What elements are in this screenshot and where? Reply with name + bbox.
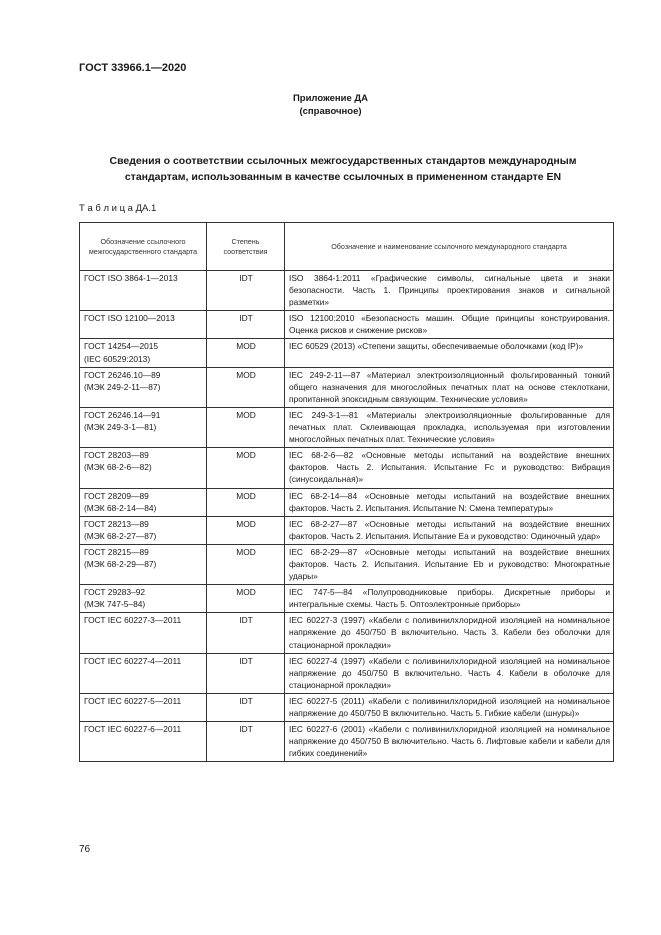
- degree-cell: IDT: [207, 271, 285, 311]
- standards-correspondence-table: [79, 222, 614, 762]
- interstate-standard-cell: ГОСТ IEC 60227-5—2011: [80, 693, 207, 721]
- degree-cell: MOD: [207, 516, 285, 544]
- table-row: [80, 722, 614, 762]
- table-row: [80, 693, 614, 721]
- header-interstate-standard: Обозначение ссылочного межгосударственного стандарта: [80, 223, 207, 271]
- interstate-standard-cell: ГОСТ IEC 60227-6—2011: [80, 722, 207, 762]
- interstate-standard-cell: ГОСТ 28213—89 (МЭК 68-2-27—87): [80, 516, 207, 544]
- degree-cell: MOD: [207, 544, 285, 584]
- international-standard-cell: IEC 60529 (2013) «Степени защиты, обеспечиваемые оболочками (код IP)»: [285, 339, 614, 367]
- international-standard-cell: IEC 60227-3 (1997) «Кабели с поливинилхлоридной изоляцией на номинальное напряжение до 450/750 В включительно. Часть 3. Кабели без оболочки для стационарной прокладки»: [285, 613, 614, 653]
- interstate-standard-cell: ГОСТ ISO 12100—2013: [80, 311, 207, 339]
- interstate-standard-cell: ГОСТ 26246.14—91 (МЭК 249-3-1—81): [80, 407, 207, 447]
- international-standard-cell: IEC 68-2-29—87 «Основные методы испытаний на воздействие внешних факторов. Часть 2. Испытания. Испытание Eb и руководство: Многократные удары»: [285, 544, 614, 584]
- degree-cell: MOD: [207, 339, 285, 367]
- interstate-standard-cell: ГОСТ 14254—2015 (IEC 60529:2013): [80, 339, 207, 367]
- table-header-row: [80, 223, 614, 271]
- international-standard-cell: IEC 249-2-11—87 «Материал электроизоляционный фольгированный тонкий общего назначения для многослойных печатных плат на основе стеклоткани, пропитанной эпоксидным связующим. Технические условия»: [285, 367, 614, 407]
- interstate-standard-cell: ГОСТ 28209—89 (МЭК 68-2-14—84): [80, 488, 207, 516]
- header-international-standard: Обозначение и наименование ссылочного международного стандарта: [285, 223, 614, 271]
- section-heading: Сведения о соответствии ссылочных межгосударственных стандартов международным стандартам, использованным в качестве ссылочных в примененном стандарте EN: [109, 155, 577, 183]
- table-row: [80, 653, 614, 693]
- table-row: [80, 407, 614, 447]
- international-standard-cell: IEC 68-2-27—87 «Основные методы испытаний на воздействие внешних факторов. Часть 2. Испытания. Испытание Ea и руководство: Одиночный удар»: [285, 516, 614, 544]
- international-standard-cell: IEC 747-5—84 «Полупроводниковые приборы. Дискретные приборы и интегральные схемы. Часть 5. Оптоэлектронные приборы»: [285, 585, 614, 613]
- document-code: ГОСТ 33966.1—2020: [79, 62, 187, 74]
- international-standard-cell: IEC 60227-5 (2011) «Кабели с поливинилхлоридной изоляцией на номинальное напряжение до 450/750 В включительно. Часть 5. Гибкие кабели (шнуры)»: [285, 693, 614, 721]
- table-row: [80, 311, 614, 339]
- table-row: [80, 585, 614, 613]
- international-standard-cell: ISO 3864-1:2011 «Графические символы, сигнальные цвета и знаки безопасности. Часть 1. Принципы проектирования знаков и сигнальной разметки»: [285, 271, 614, 311]
- degree-cell: IDT: [207, 311, 285, 339]
- table-caption: Т а б л и ц а ДА.1: [79, 203, 157, 214]
- interstate-standard-cell: ГОСТ ISO 3864-1—2013: [80, 271, 207, 311]
- header-degree: Степень соответствия: [207, 223, 285, 271]
- table-row: [80, 271, 614, 311]
- table-row: [80, 488, 614, 516]
- interstate-standard-cell: ГОСТ IEC 60227-3—2011: [80, 613, 207, 653]
- degree-cell: IDT: [207, 693, 285, 721]
- appendix-title-block: [0, 92, 661, 118]
- appendix-title: Приложение ДА: [292, 93, 369, 104]
- degree-cell: MOD: [207, 488, 285, 516]
- international-standard-cell: ISO 12100:2010 «Безопасность машин. Общие принципы конструирования. Оценка рисков и снижение рисков»: [285, 311, 614, 339]
- table-row: [80, 613, 614, 653]
- degree-cell: MOD: [207, 367, 285, 407]
- table-row: [80, 339, 614, 367]
- international-standard-cell: IEC 60227-6 (2001) «Кабели с поливинилхлоридной изоляцией на номинальное напряжение до 450/750 В включительно. Часть 6. Лифтовые кабели и кабели для гибких соединений»: [285, 722, 614, 762]
- table-row: [80, 544, 614, 584]
- appendix-subtitle: (справочное): [299, 106, 362, 117]
- international-standard-cell: IEC 60227-4 (1997) «Кабели с поливинилхлоридной изоляцией на номинальное напряжение до 450/750 В включительно. Часть 4. Кабели в оболочке для стационарной прокладки»: [285, 653, 614, 693]
- interstate-standard-cell: ГОСТ 28203—89 (МЭК 68-2-6—82): [80, 448, 207, 488]
- degree-cell: IDT: [207, 613, 285, 653]
- degree-cell: IDT: [207, 653, 285, 693]
- page-number: 76: [79, 844, 91, 855]
- table-row: [80, 516, 614, 544]
- table-row: [80, 367, 614, 407]
- international-standard-cell: IEC 68-2-14—84 «Основные методы испытаний на воздействие внешних факторов. Часть 2. Испытания. Испытание N: Смена температуры»: [285, 488, 614, 516]
- interstate-standard-cell: ГОСТ 29283–92 (МЭК 747-5–84): [80, 585, 207, 613]
- interstate-standard-cell: ГОСТ 26246.10—89 (МЭК 249-2-11—87): [80, 367, 207, 407]
- interstate-standard-cell: ГОСТ IEC 60227-4—2011: [80, 653, 207, 693]
- degree-cell: IDT: [207, 722, 285, 762]
- international-standard-cell: IEC 68-2-6—82 «Основные методы испытаний на воздействие внешних факторов. Часть 2. Испытания. Испытание Fc и руководство: Вибрация (синусоидальная)»: [285, 448, 614, 488]
- international-standard-cell: IEC 249-3-1—81 «Материалы электроизоляционные фольгированные для печатных плат. Склеивающая прокладка, используемая при изготовлении многослойных печатных плат. Технические условия»: [285, 407, 614, 447]
- table-body: [80, 271, 614, 762]
- degree-cell: MOD: [207, 407, 285, 447]
- degree-cell: MOD: [207, 448, 285, 488]
- interstate-standard-cell: ГОСТ 28215—89 (МЭК 68-2-29—87): [80, 544, 207, 584]
- degree-cell: MOD: [207, 585, 285, 613]
- table-row: [80, 448, 614, 488]
